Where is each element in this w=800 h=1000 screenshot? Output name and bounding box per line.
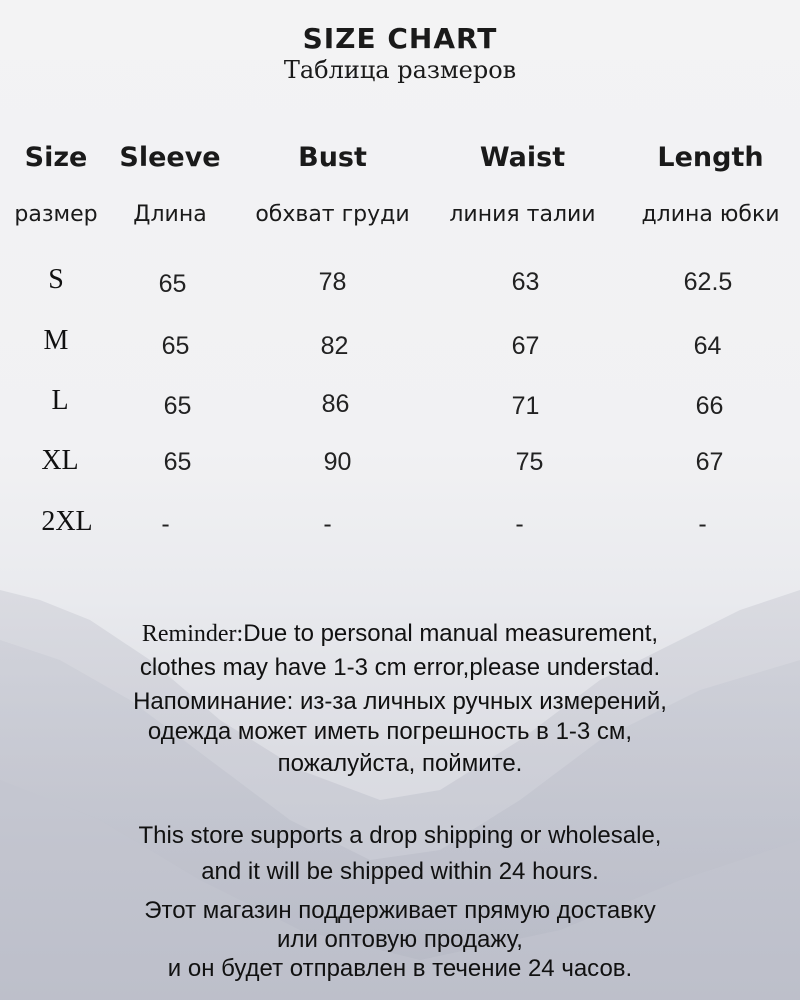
reminder-ru-line-1: Напоминание: из-за личных ручных измерений, bbox=[133, 688, 667, 715]
subheader-bust: обхват груди bbox=[255, 202, 410, 227]
waist-s: 63 bbox=[511, 268, 540, 296]
subheader-waist: линия талии bbox=[449, 202, 596, 227]
sleeve-l: 65 bbox=[163, 392, 192, 420]
subheader-size: размер bbox=[14, 202, 98, 227]
header-size: Size bbox=[24, 142, 88, 173]
page-subtitle: Таблица размеров bbox=[283, 56, 517, 84]
header-waist: Waist bbox=[479, 142, 566, 173]
store-line-2: and it will be shipped within 24 hours. bbox=[201, 858, 599, 885]
header-sleeve: Sleeve bbox=[119, 142, 221, 173]
subheader-length: длина юбки bbox=[641, 202, 780, 227]
reminder-ru-line-2: одежда может иметь погрешность в 1-3 см, bbox=[147, 718, 633, 745]
subheader-sleeve: Длина bbox=[133, 202, 207, 227]
size-label-l: L bbox=[51, 385, 69, 416]
waist-l: 71 bbox=[511, 392, 540, 420]
header-bust: Bust bbox=[298, 142, 367, 173]
bust-s: 78 bbox=[318, 268, 347, 296]
bust-m: 82 bbox=[320, 332, 349, 360]
page-title: SIZE CHART bbox=[302, 22, 498, 55]
length-xl: 67 bbox=[695, 448, 724, 476]
store-line-1: This store supports a drop shipping or wholesale, bbox=[138, 822, 662, 849]
bust-xl: 90 bbox=[323, 448, 352, 476]
length-2xl: - bbox=[698, 510, 707, 538]
reminder-label: Reminder: bbox=[141, 621, 244, 647]
store-ru-line-2: или оптовую продажу, bbox=[277, 926, 523, 953]
reminder-text: Due to personal manual measurement, bbox=[243, 620, 659, 647]
length-m: 64 bbox=[693, 332, 722, 360]
waist-2xl: - bbox=[515, 510, 524, 538]
length-s: 62.5 bbox=[683, 268, 733, 296]
waist-xl: 75 bbox=[515, 448, 544, 476]
sleeve-2xl: - bbox=[161, 510, 170, 538]
size-label-xl: XL bbox=[41, 445, 79, 476]
sleeve-s: 65 bbox=[158, 270, 187, 298]
store-ru-line-3: и он будет отправлен в течение 24 часов. bbox=[167, 955, 633, 982]
header-length: Length bbox=[657, 142, 764, 173]
bust-l: 86 bbox=[321, 390, 350, 418]
sleeve-m: 65 bbox=[161, 332, 190, 360]
store-ru-line-1: Этот магазин поддерживает прямую доставку bbox=[144, 897, 656, 924]
size-label-2xl: 2XL bbox=[41, 506, 93, 537]
reminder-ru-line-3: пожалуйста, поймите. bbox=[277, 750, 523, 777]
reminder-line-2: clothes may have 1-3 cm error,please understad. bbox=[139, 654, 661, 681]
sleeve-xl: 65 bbox=[163, 448, 192, 476]
length-l: 66 bbox=[695, 392, 724, 420]
waist-m: 67 bbox=[511, 332, 540, 360]
size-label-m: M bbox=[43, 325, 69, 356]
size-label-s: S bbox=[48, 264, 64, 295]
reminder-line-1 bbox=[0, 620, 800, 648]
bust-2xl: - bbox=[323, 510, 332, 538]
